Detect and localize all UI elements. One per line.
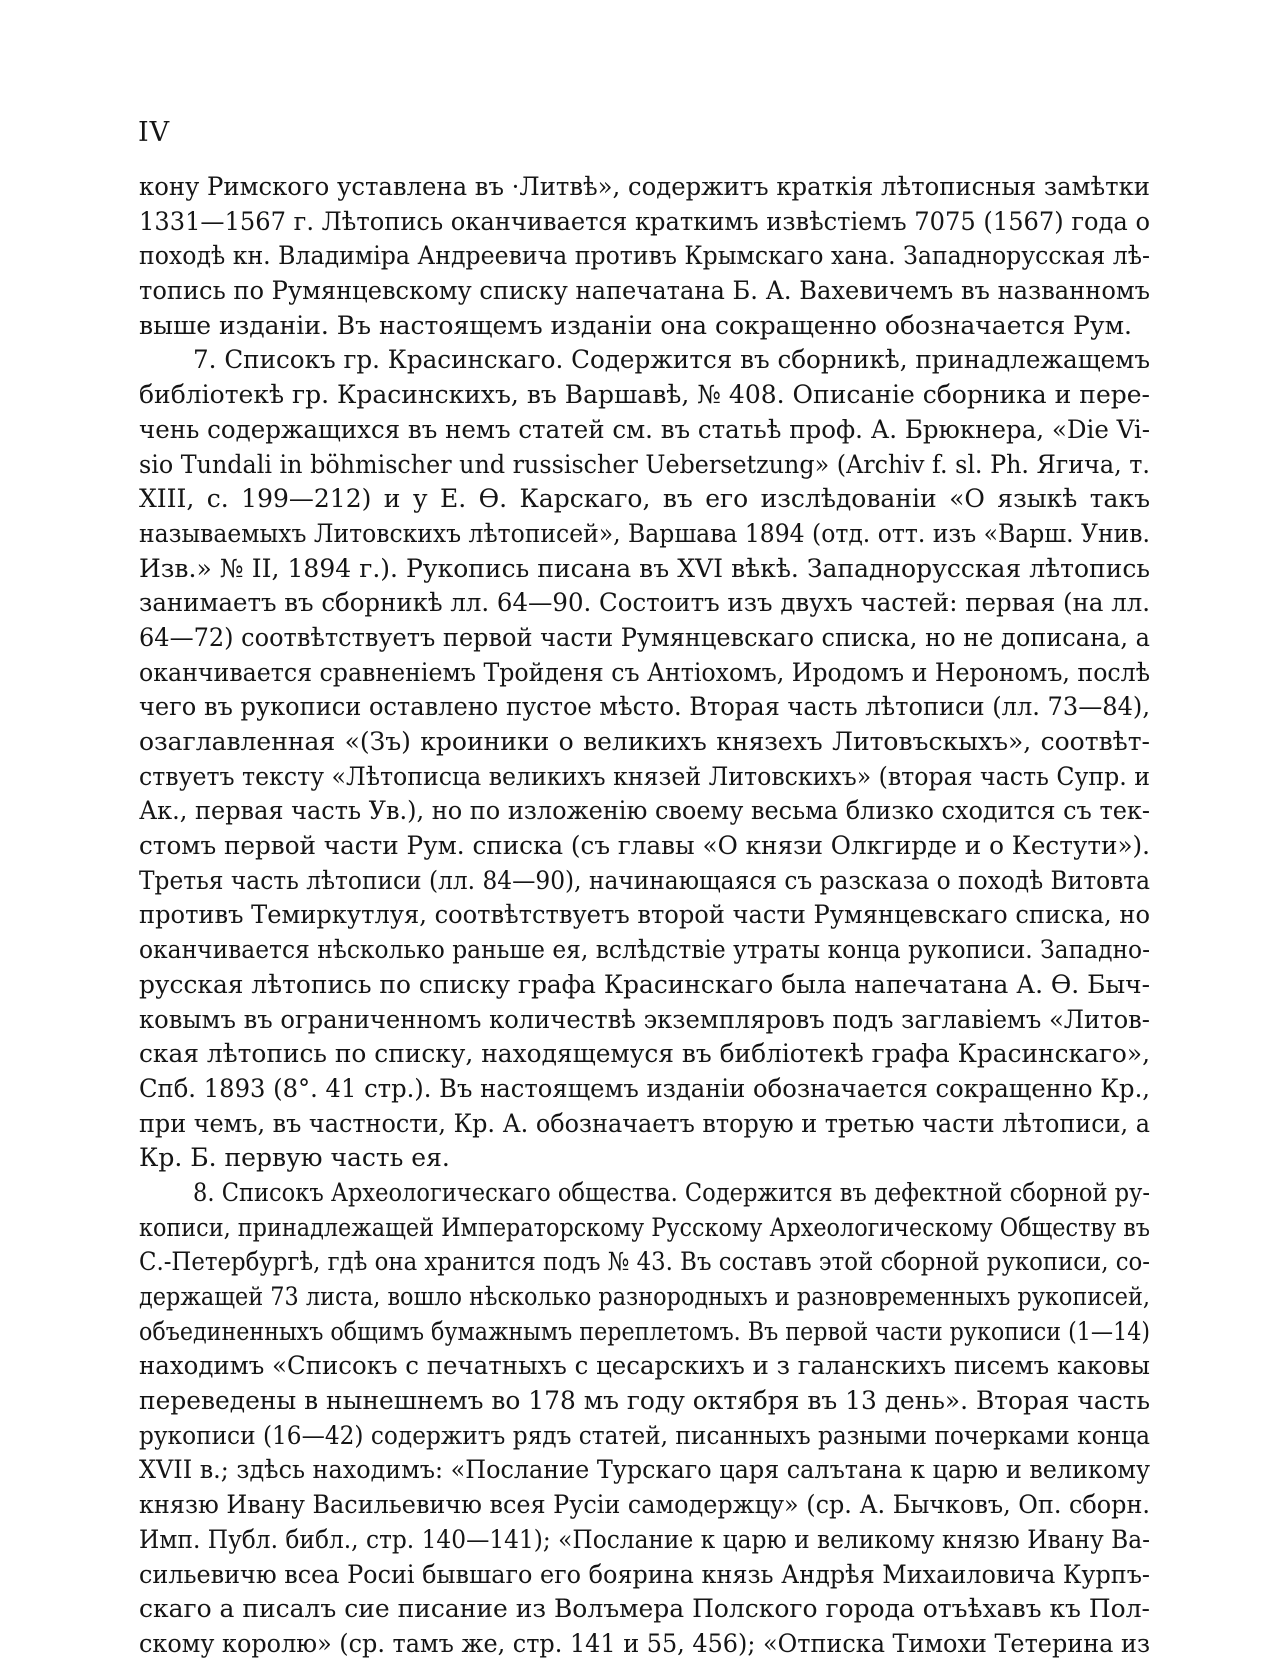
- text-line: походѣ кн. Владиміра Андреевича противъ Крымскаго хана. Западнорусская лѣ-: [139, 241, 1150, 271]
- text-line: топись по Румянцевскому списку напечатана Б. А. Вахевичемъ въ названномъ: [139, 276, 1150, 306]
- text-line: находимъ «Списокъ с печатныхъ с цесарскихъ и з галанскихъ писемъ каковы: [139, 1351, 1150, 1381]
- text-line: С.-Петербургѣ, гдѣ она хранится подъ № 43. Въ составъ этой сборной рукописи, со-: [139, 1247, 1150, 1277]
- text-line: sio Tundali in böhmischer und russischer Uebersetzung» (Archiv f. sl. Ph. Ягича, т.: [139, 449, 1150, 479]
- text-line: выше изданіи. Въ настоящемъ изданіи она сокращенно обозначается Рум.: [139, 310, 1132, 340]
- text-line: занимаетъ въ сборникѣ лл. 64—90. Состоитъ изъ двухъ частей: первая (на лл.: [139, 588, 1150, 618]
- text-line: ковымъ въ ограниченномъ количествѣ экземпляровъ подъ заглавіемъ «Литов-: [139, 1004, 1150, 1034]
- text-line: библіотекѣ гр. Красинскихъ, въ Варшавѣ, № 408. Описаніе сборника и пере-: [139, 380, 1150, 410]
- text-line: оканчивается сравненіемъ Тройденя съ Антіохомъ, Иродомъ и Нерономъ, послѣ: [139, 657, 1150, 687]
- text-line: Спб. 1893 (8°. 41 стр.). Въ настоящемъ изданіи обозначается сокращенно Кр.,: [139, 1073, 1150, 1103]
- text-line: Кр. Б. первую часть ея.: [139, 1143, 450, 1173]
- text-line: чего въ рукописи оставлено пустое мѣсто. Вторая часть лѣтописи (лл. 73—84),: [139, 692, 1150, 722]
- text-line: князю Ивану Васильевичю всея Русіи самодержцу» (ср. А. Бычковъ, Оп. сборн.: [139, 1490, 1150, 1520]
- text-line: ствуетъ тексту «Лѣтописца великихъ князей Литовскихъ» (вторая часть Супр. и: [139, 761, 1150, 791]
- paragraph: [139, 170, 1150, 343]
- text-line: сильевичю всеа Росиі бывшаго его боярина князь Андрѣя Михаиловича Курпъ-: [139, 1559, 1150, 1589]
- text-line: 64—72) соотвѣтствуетъ первой части Румянцевскаго списка, но не дописана, а: [139, 622, 1150, 652]
- text-line: кописи, принадлежащей Императорскому Русскому Археологическому Обществу въ: [139, 1212, 1150, 1242]
- text-line: держащей 73 листа, вошло нѣсколько разнородныхъ и разновременныхъ рукописей,: [139, 1282, 1150, 1311]
- text-line: противъ Темиркутлуя, соотвѣтствуетъ второй части Румянцевскаго списка, но: [139, 900, 1150, 930]
- text-line: рукописи (16—42) содержитъ рядъ статей, писанныхъ разными почерками конца: [139, 1420, 1150, 1450]
- text-line: чень содержащихся въ немъ статей см. въ статьѣ проф. А. Брюкнера, «Die Vi-: [139, 414, 1150, 444]
- paragraph: [139, 343, 1150, 1176]
- text-line: XVII в.; здѣсь находимъ: «Послание Турскаго царя салътана к царю и великому: [139, 1455, 1150, 1485]
- text-line: русская лѣтопись по списку графа Красинскаго была напечатана А. Ѳ. Быч-: [139, 969, 1150, 999]
- text-line: озаглавленная «(Зъ) кроиники о великихъ князехъ Литовъскыхъ», соотвѣт-: [139, 727, 1150, 756]
- text-line: скому королю» (ср. тамъ же, стр. 141 и 55, 456); «Отписка Тимохи Тетерина из: [139, 1628, 1150, 1658]
- text-line: объединенныхъ общимъ бумажнымъ переплетомъ. Въ первой части рукописи (1—14): [139, 1316, 1150, 1346]
- text-line: Изв.» № II, 1894 г.). Рукопись писана въ XVI вѣкѣ. Западнорусская лѣтопись: [139, 553, 1150, 583]
- text-line: скаго а писалъ сие писание из Волъмера Полского города отъѣхавъ къ Пол-: [139, 1594, 1150, 1624]
- text-line: 8. Списокъ Археологическаго общества. Содержится въ дефектной сборной ру-: [193, 1177, 1150, 1207]
- paragraph: [139, 1176, 1150, 1662]
- body-text: [139, 170, 1150, 1662]
- text-line: ская лѣтопись по списку, находящемуся въ библіотекѣ графа Красинскаго»,: [139, 1039, 1150, 1069]
- text-line: стомъ первой части Рум. списка (съ главы «О князи Олкгирде и о Кестути»).: [139, 831, 1150, 861]
- text-line: Имп. Публ. библ., стр. 140—141); «Послание к царю и великому князю Ивану Ва-: [139, 1524, 1150, 1554]
- text-line: Ак., первая часть Ув.), но по изложенію своему весьма близко сходится съ тек-: [139, 796, 1150, 826]
- text-line: кону Римского уставлена въ ·Литвѣ», содержитъ краткія лѣтописныя замѣтки: [139, 172, 1150, 201]
- text-line: называемыхъ Литовскихъ лѣтописей», Варшава 1894 (отд. отт. изъ «Варш. Унив.: [139, 518, 1150, 548]
- text-line: 7. Списокъ гр. Красинскаго. Содержится въ сборникѣ, принадлежащемъ: [193, 345, 1150, 375]
- text-line: переведены в нынешнемъ во 178 мъ году октября въ 13 день». Вторая часть: [139, 1386, 1150, 1416]
- text-line: при чемъ, въ частности, Кр. А. обозначаетъ вторую и третью части лѣтописи, а: [139, 1108, 1150, 1138]
- text-line: XIII, с. 199—212) и у Е. Ѳ. Карскаго, въ его изслѣдованіи «О языкѣ такъ: [139, 484, 1150, 514]
- page-number: IV: [138, 117, 171, 148]
- text-line: Третья часть лѣтописи (лл. 84—90), начинающаяся съ разсказа о походѣ Витовта: [139, 865, 1150, 895]
- text-line: оканчивается нѣсколько раньше ея, вслѣдствіе утраты конца рукописи. Западно-: [139, 935, 1150, 965]
- text-line: 1331—1567 г. Лѣтопись оканчивается краткимъ извѣстіемъ 7075 (1567) года о: [139, 206, 1150, 236]
